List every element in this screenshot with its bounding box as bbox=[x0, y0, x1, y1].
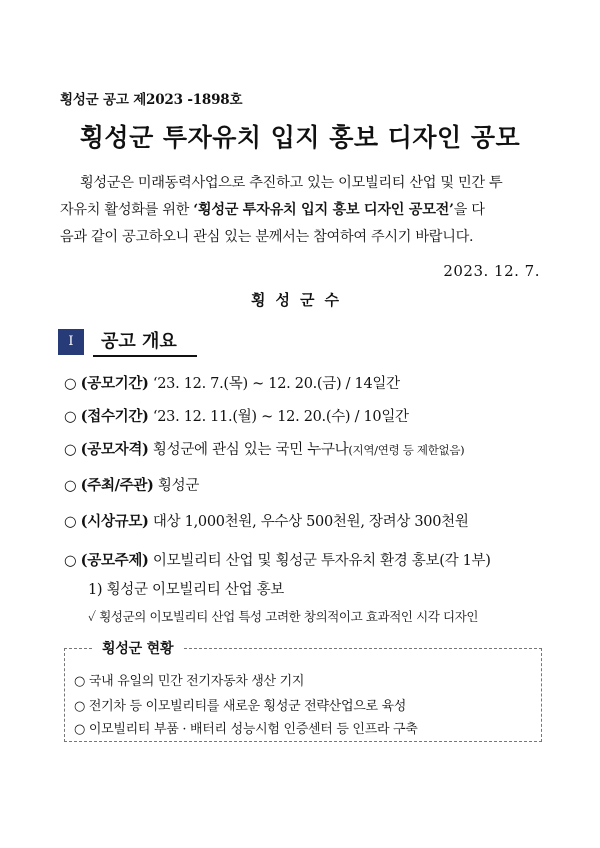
bullet-icon: ○ bbox=[64, 553, 77, 569]
item-key: (공모기간) bbox=[80, 375, 149, 392]
item-key: (접수기간) bbox=[80, 408, 149, 425]
check-item: ✓ 횡성군의 이모빌리티 산업 특성 고려한 창의적이고 효과적인 시각 디자인 bbox=[88, 609, 479, 624]
item-receipt-period bbox=[64, 405, 409, 426]
item-prize-scale bbox=[64, 510, 469, 531]
item-value: ‘23. 12. 7.(목) ~ 12. 20.(금) / 14일간 bbox=[148, 376, 400, 392]
item-value: 횡성군에 관심 있는 국민 누구나 bbox=[148, 442, 349, 458]
item-value: 대상 1,000천원, 우수상 500천원, 장려상 300천원 bbox=[148, 514, 469, 530]
status-box-title: 횡성군 현황 bbox=[92, 638, 183, 658]
intro-line-2-suffix: 을 다 bbox=[453, 202, 485, 218]
item-value: ‘23. 12. 11.(월) ~ 12. 20.(수) / 10일간 bbox=[148, 409, 409, 425]
item-value: 횡성군 bbox=[153, 478, 200, 494]
item-key: (주최/주관) bbox=[80, 477, 154, 494]
item-contest-topic bbox=[64, 549, 491, 570]
item-key: (공모주제) bbox=[80, 552, 149, 569]
item-key: (공모자격) bbox=[80, 441, 149, 458]
status-line: ○ 국내 유일의 민간 전기자동차 생산 기지 bbox=[74, 674, 305, 689]
bullet-icon: ○ bbox=[64, 409, 77, 425]
item-host bbox=[64, 474, 199, 495]
item-key: (시상규모) bbox=[80, 513, 149, 530]
notice-date: 2023. 12. 7. bbox=[443, 262, 540, 280]
bullet-icon: ○ bbox=[64, 514, 77, 530]
bullet-icon: ○ bbox=[64, 376, 77, 392]
item-note: (지역/연령 등 제한없음) bbox=[348, 443, 465, 457]
item-value: 이모빌리티 산업 및 횡성군 투자유치 환경 홍보(각 1부) bbox=[148, 553, 491, 569]
section-title: 공고 개요 bbox=[93, 329, 197, 357]
item-contest-period bbox=[64, 372, 400, 393]
intro-line-1: 횡성군은 미래동력사업으로 추진하고 있는 이모빌리티 산업 및 민간 투 bbox=[80, 175, 503, 191]
item-eligibility bbox=[64, 438, 464, 459]
intro-line-2-prefix: 자유치 활성화를 위한 bbox=[60, 202, 194, 218]
intro-line-2 bbox=[60, 199, 540, 219]
notice-number: 횡성군 공고 제2023 -1898호 bbox=[60, 92, 243, 108]
page-title: 횡성군 투자유치 입지 홍보 디자인 공모 bbox=[79, 123, 521, 152]
contest-name: ‘횡성군 투자유치 입지 홍보 디자인 공모전’ bbox=[193, 202, 454, 218]
issuer: 횡성군수 bbox=[251, 291, 349, 309]
status-line: ○ 이모빌리티 부품 · 배터리 성능시험 인증센터 등 인프라 구축 bbox=[74, 722, 418, 737]
bullet-icon: ○ bbox=[64, 478, 77, 494]
bullet-icon: ○ bbox=[64, 442, 77, 458]
sub-item: 1) 횡성군 이모빌리티 산업 홍보 bbox=[88, 582, 285, 598]
section-number-badge: Ⅰ bbox=[58, 329, 84, 355]
intro-line-3: 음과 같이 공고하오니 관심 있는 분께서는 참여하여 주시기 바랍니다. bbox=[60, 229, 474, 245]
status-line: ○ 전기차 등 이모빌리티를 새로운 횡성군 전략산업으로 육성 bbox=[74, 699, 407, 714]
